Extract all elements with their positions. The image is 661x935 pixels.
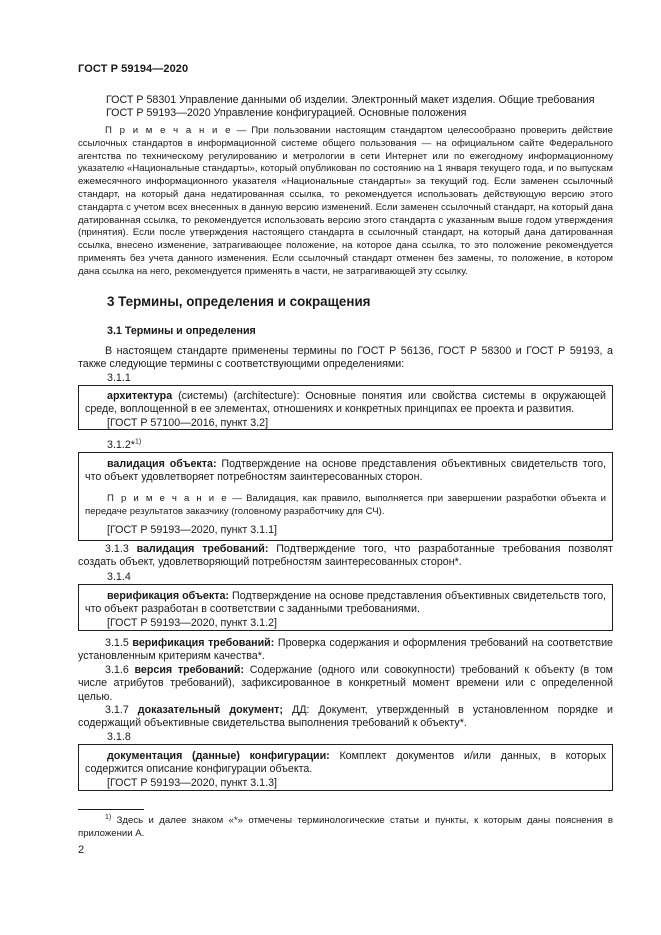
term-box-object-validation xyxy=(78,452,613,541)
footnote-separator xyxy=(78,809,144,810)
term-definition xyxy=(85,750,606,777)
footnote-ref: 1) xyxy=(134,438,142,446)
term-paragraph xyxy=(78,664,613,704)
term-box-architecture xyxy=(78,385,613,430)
term-source: [ГОСТ Р 59193—2020, пункт 3.1.1] xyxy=(107,524,277,537)
term-number: 3.1.4 xyxy=(107,571,131,583)
term-box-configuration-documentation xyxy=(78,744,613,791)
term-source: [ГОСТ Р 57100—2016, пункт 3.2] xyxy=(107,416,269,429)
term-source: [ГОСТ Р 59193—2020, пункт 3.1.2] xyxy=(107,616,277,629)
term-text: Проверка содержания и оформления требований на соответствие установленным критериям качества*. xyxy=(78,637,613,663)
term-name: валидация требований: xyxy=(136,543,269,555)
page-number: 2 xyxy=(78,844,85,856)
term-paragraph xyxy=(78,704,613,731)
term-text: Подтверждение на основе представления объективных свидетельств того, что объект разработан в соответствии с заданными требованиями. xyxy=(85,590,606,616)
normative-references xyxy=(106,94,616,121)
term-number-text: 3.1.2* xyxy=(107,439,135,451)
note-label: П р и м е ч а н и е xyxy=(105,125,232,136)
term-definition xyxy=(85,590,606,617)
term-number: 3.1.1 xyxy=(107,372,131,384)
document-header: ГОСТ Р 59194—2020 xyxy=(78,63,189,75)
term-note xyxy=(85,493,606,519)
term-name: документация (данные) конфигурации: xyxy=(107,750,330,762)
term-number: 3.1.6 xyxy=(105,664,135,676)
term-name: доказательный документ; xyxy=(137,704,283,716)
term-number xyxy=(107,439,141,452)
term-number: 3.1.8 xyxy=(107,731,131,743)
term-number: 3.1.5 xyxy=(105,637,133,649)
term-name: валидация объекта: xyxy=(107,458,217,470)
term-text: Подтверждение того, что разработанные требования позволят создать объект, удовлетворяющий потребностям заинтересованных сторон*. xyxy=(78,543,613,569)
reference-note xyxy=(78,125,613,279)
term-text: Содержание (одного или совокупности) требований к объекту (в том числе атрибутов требований), зафиксированное в конкретный момент времени или с определенной целью. xyxy=(78,664,614,703)
note-text: — При пользовании настоящим стандартом целесообразно проверить действие ссылочных стандартов в информационной системе общего пользования — на официальном сайте Федерального агентства по техническому регулированию и метрологии в сети Интернет или по ежегодному информационному указателю «Национальные стандарты», который опубликован по состоянию на 1 января текущего года, и по выпускам ежемесячного информационного указателя «Национальные стандарты» за текущий год. Если заменен ссылочный стандарт, на который дана недатированная ссылка, то рекомендуется использовать действующую версию этого стандарта с учетом всех внесенных в данную версию изменений. Если заменен ссылочный стандарт, на который дана датированная ссылка, то рекомендуется использовать версию этого стандарта с указанным выше годом утверждения (принятия). Если после утверждения настоящего стандарта в ссылочный стандарт, на который дана датированная ссылка, внесено изменение, затрагивающее положение, на которое дана ссылка, то это положение рекомендуется применять без учета данного изменения. Если ссылочный стандарт отменен без замены, то положение, в котором дана ссылка на него, рекомендуется применять в части, не затрагивающей эту ссылку. xyxy=(78,125,613,277)
term-name: версия требований: xyxy=(134,664,245,676)
note-label: П р и м е ч а н и е xyxy=(107,492,228,504)
footnote-text: Здесь и далее знаком «*» отмечены терминологические статьи и пункты, к которым даны пояснения в приложении А. xyxy=(78,815,613,839)
term-text: (системы) (architecture): Основные понятия или свойства системы в окружающей среде, воплощенной в ее элементах, отношениях и конкретных принципах ее проекта и развития. xyxy=(85,390,606,416)
reference-item: ГОСТ Р 59193—2020 Управление конфигурацией. Основные положения xyxy=(106,107,467,120)
term-box-object-verification xyxy=(78,584,613,631)
term-text: Подтверждение на основе представления объективных свидетельств того, что объект удовлетворяет потребностям заинтересованных сторон. xyxy=(85,458,606,484)
term-paragraph xyxy=(78,543,613,570)
term-number: 3.1.7 xyxy=(105,704,138,716)
term-name: архитектура xyxy=(107,390,173,402)
reference-item: ГОСТ Р 58301 Управление данными об изделии. Электронный макет изделия. Общие требования xyxy=(106,94,595,106)
subsection-heading: 3.1 Термины и определения xyxy=(107,325,256,337)
footnote xyxy=(78,815,613,841)
term-name: верификация объекта: xyxy=(107,590,229,602)
term-text: Комплект документов и/или данных, в которых содержится описание конфигурации объекта. xyxy=(85,750,606,776)
term-number: 3.1.3 xyxy=(105,543,137,555)
term-definition xyxy=(85,458,606,485)
term-source: [ГОСТ Р 59193—2020, пункт 3.1.3] xyxy=(107,776,277,789)
term-text: ДД: Документ, утвержденный в установленном порядке и содержащий объективные свидетельства выполнения требований к объекту*. xyxy=(78,704,614,730)
term-definition xyxy=(85,390,606,417)
note-text: — Валидация, как правило, выполняется при завершении разработки объекта и передаче результатов заказчику (головному разработчику для СЧ). xyxy=(85,492,606,517)
intro-paragraph: В настоящем стандарте применены термины по ГОСТ Р 56136, ГОСТ Р 58300 и ГОСТ Р 59193, а также следующие термины с соответствующими определениями: xyxy=(78,345,613,371)
term-name: верификация требований: xyxy=(132,637,275,649)
term-paragraph xyxy=(78,637,613,664)
section-heading: 3 Термины, определения и сокращения xyxy=(107,294,371,309)
footnote-mark: 1) xyxy=(105,813,112,821)
